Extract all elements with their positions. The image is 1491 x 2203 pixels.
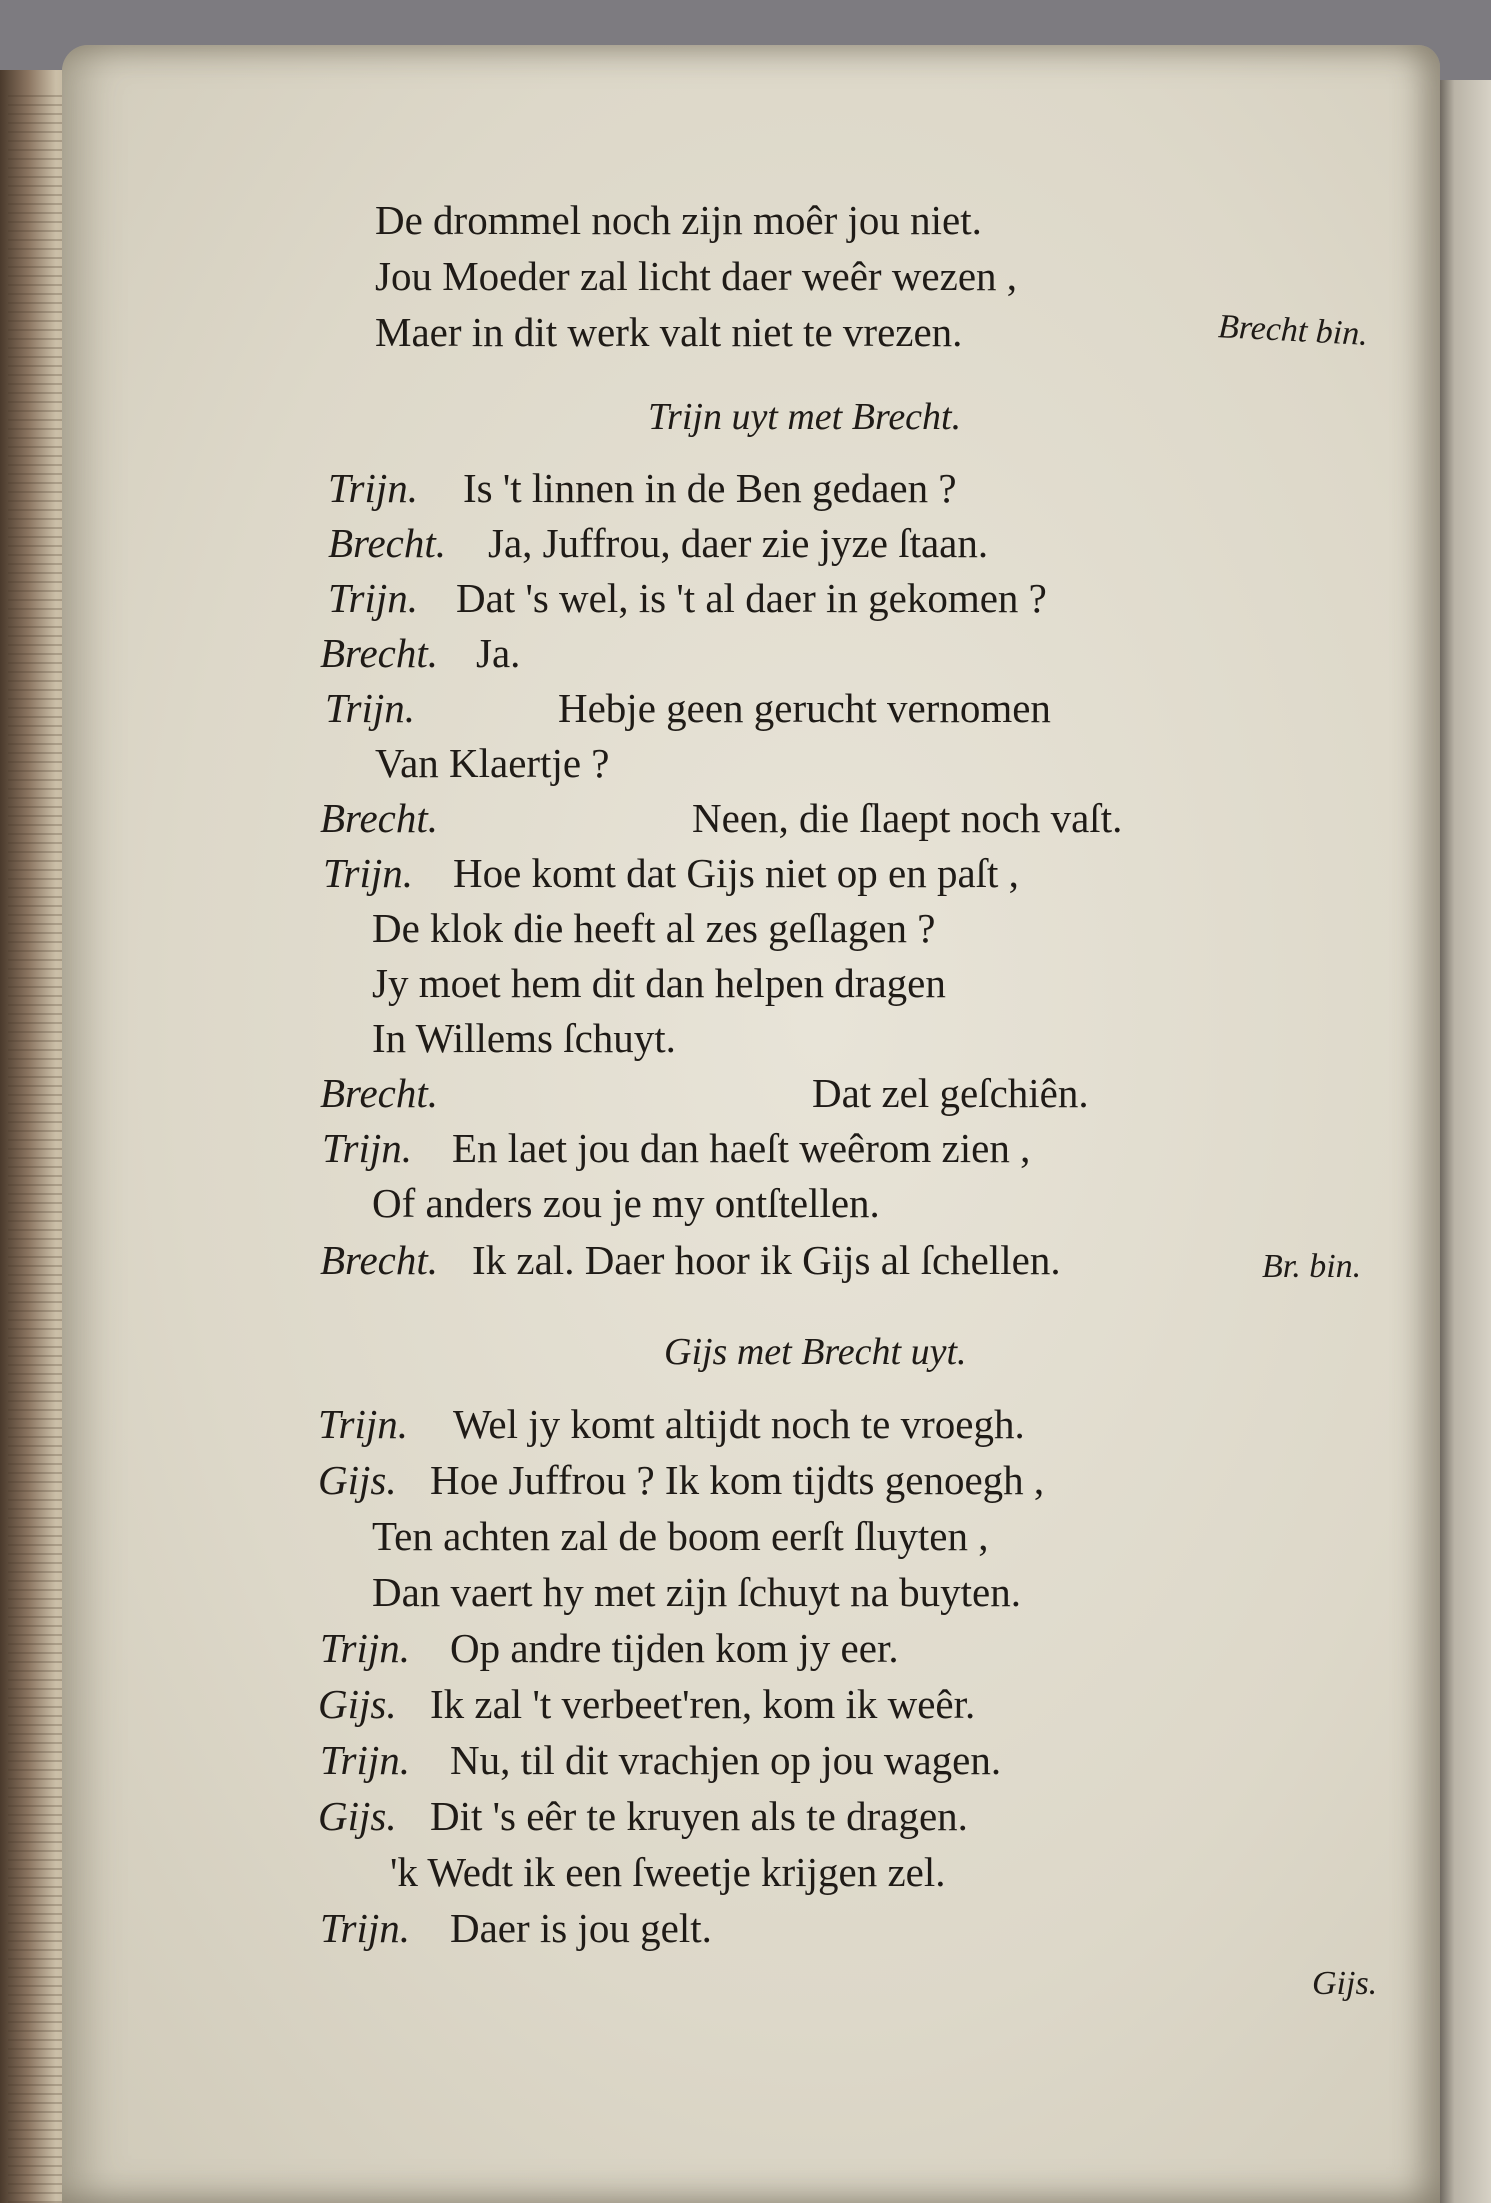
speaker-label: Trijn. (318, 1401, 409, 1447)
line-text: Dat zel geſchiên. (812, 1070, 1089, 1116)
dialogue-line (320, 625, 520, 681)
line-text: Jy moet hem dit dan helpen dragen (372, 960, 946, 1006)
dialogue-line (323, 845, 1019, 901)
dialogue-line (318, 1452, 1044, 1508)
line-text: Neen, die ſlaept noch vaſt. (692, 795, 1123, 841)
line-text: Hoe Juffrou ? Ik kom tijdts genoegh , (430, 1457, 1045, 1503)
line-text: Dan vaert hy met zijn ſchuyt na buyten. (372, 1569, 1021, 1615)
line-text: Is 't linnen in de Ben gedaen ? (463, 465, 957, 511)
line-text: Dit 's eêr te kruyen als te dragen. (430, 1793, 968, 1839)
line-text: Van Klaertje ? (375, 740, 610, 786)
line-text: Of anders zou je my ontſtellen. (372, 1180, 880, 1226)
speaker-label: Trijn. (322, 1125, 413, 1171)
dialogue-line (320, 1620, 899, 1676)
line-text: Hebje geen gerucht vernomen (558, 685, 1051, 731)
speaker-label: Trijn. (325, 685, 416, 731)
dialogue-line (372, 1564, 1021, 1620)
verse-line: Maer in dit werk valt niet te vrezen. (375, 309, 963, 355)
line-text: En laet jou dan haeſt weêrom zien , (452, 1125, 1031, 1171)
line-text: Ik zal 't verbeet'ren, kom ik weêr. (430, 1681, 976, 1727)
speaker-label: Brecht. (328, 520, 447, 566)
verse-line: De drommel noch zijn moêr jou niet. (375, 197, 982, 243)
line-text: De klok die heeft al zes geſlagen ? (372, 905, 936, 951)
margin-note: Br. bin. (1262, 1248, 1362, 1285)
dialogue-line (372, 1508, 988, 1564)
speaker-label: Gijs. (318, 1681, 397, 1727)
dialogue-line (390, 1844, 945, 1900)
dialogue-line (318, 1676, 975, 1732)
margin-note: Brecht bin. (1217, 308, 1369, 353)
line-text: In Willems ſchuyt. (372, 1015, 676, 1061)
line-text: Ten achten zal de boom eerſt ſluyten , (372, 1513, 989, 1559)
dialogue-line (322, 1120, 1030, 1176)
dialogue-line (320, 790, 1122, 846)
speaker-label: Trijn. (323, 850, 414, 896)
speaker-label: Trijn. (320, 1905, 411, 1951)
speaker-label: Gijs. (318, 1457, 397, 1503)
dialogue-line (318, 1788, 968, 1844)
line-text: Daer is jou gelt. (450, 1905, 712, 1951)
dialogue-line (318, 1396, 1025, 1452)
dialogue-line (372, 1175, 880, 1231)
speaker-label: Trijn. (328, 575, 419, 621)
dialogue-line (372, 955, 946, 1011)
speaker-label: Gijs. (318, 1793, 397, 1839)
dialogue-line (320, 1900, 712, 1956)
dialogue-line (328, 460, 957, 516)
dialogue-line (375, 735, 610, 791)
catchword: Gijs. (1312, 1965, 1378, 2002)
dialogue-line (372, 1010, 676, 1066)
line-text: Ja, Juffrou, daer zie jyze ſtaan. (488, 520, 989, 566)
speaker-label: Trijn. (320, 1625, 411, 1671)
dialogue-line (372, 900, 936, 956)
speaker-label: Brecht. (320, 630, 439, 676)
line-text: Ja. (476, 630, 521, 676)
speaker-label: Brecht. (320, 1237, 439, 1283)
line-text: Wel jy komt altijdt noch te vroegh. (453, 1401, 1025, 1447)
line-text: Nu, til dit vrachjen op jou wagen. (450, 1737, 1002, 1783)
line-text: 'k Wedt ik een ſweetje krijgen zel. (390, 1849, 946, 1895)
line-text: Ik zal. Daer hoor ik Gijs al ſchellen. (472, 1237, 1061, 1283)
dialogue-line (325, 680, 1051, 736)
dialogue-line (328, 570, 1047, 626)
dialogue-line (320, 1732, 1001, 1788)
speaker-label: Brecht. (320, 795, 439, 841)
speaker-label: Trijn. (320, 1737, 411, 1783)
line-text: Dat 's wel, is 't al daer in gekomen ? (456, 575, 1047, 621)
dialogue-line (320, 1065, 1089, 1121)
dialogue-line (320, 1232, 1061, 1288)
line-text: Op andre tijden kom jy eer. (450, 1625, 899, 1671)
speaker-label: Trijn. (328, 465, 419, 511)
verse-line: Jou Moeder zal licht daer weêr wezen , (375, 253, 1018, 299)
dialogue-line (328, 515, 988, 571)
line-text: Hoe komt dat Gijs niet op en paſt , (453, 850, 1019, 896)
stage-direction: Trijn uyt met Brecht. (648, 396, 962, 438)
stage-direction: Gijs met Brecht uyt. (664, 1331, 967, 1373)
speaker-label: Brecht. (320, 1070, 439, 1116)
